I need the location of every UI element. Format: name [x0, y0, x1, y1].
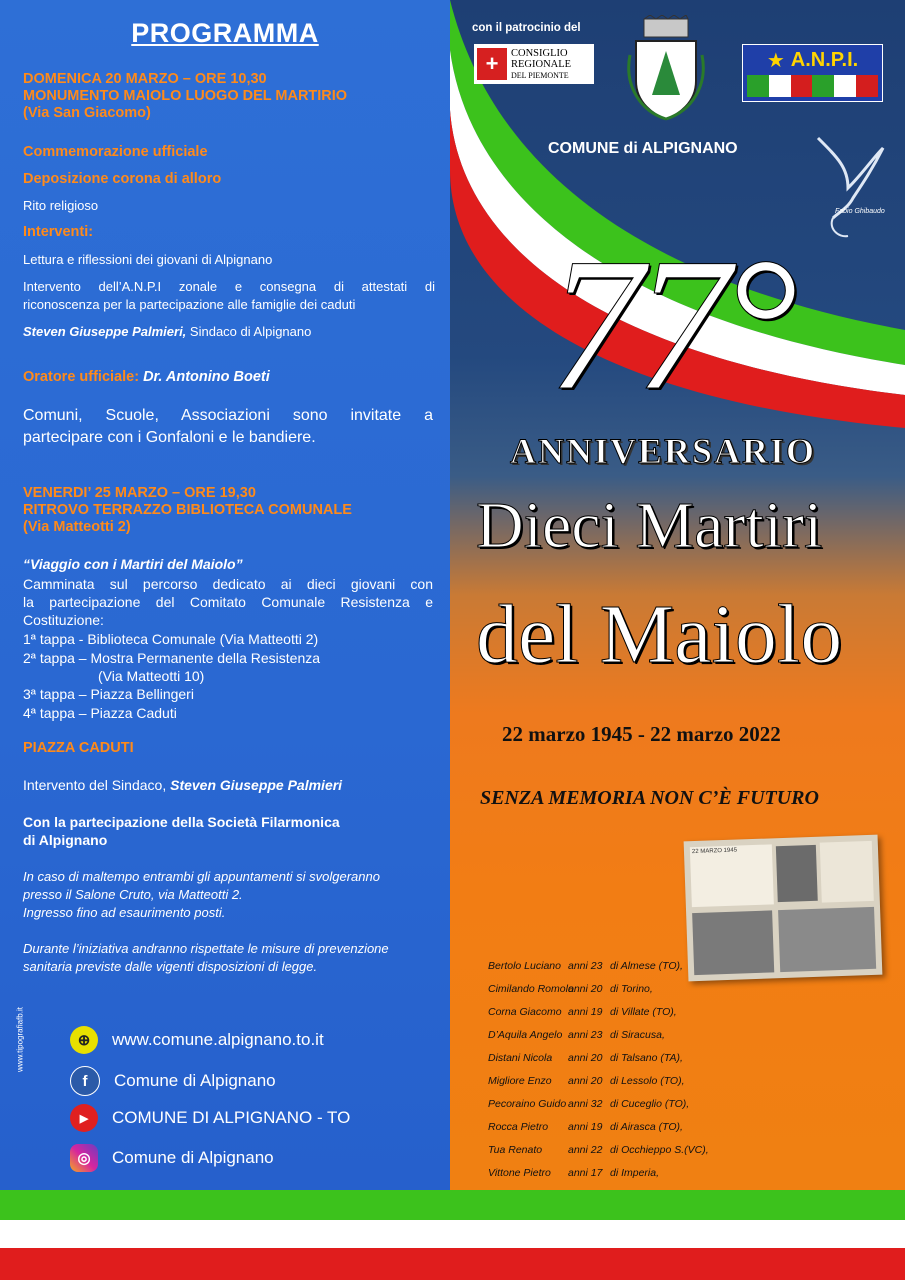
coat-of-arms-icon — [622, 15, 710, 123]
program-title: PROGRAMMA — [131, 18, 319, 48]
poster-dates: 22 marzo 1945 - 22 marzo 2022 — [502, 722, 781, 746]
list-item: Cimilando Romolo anni 20 di Torino, — [488, 983, 653, 995]
maltempo-text-1: In caso di maltempo entrambi gli appuntamenti si svolgeranno — [23, 869, 380, 884]
flag-stripe-red — [0, 1248, 905, 1280]
consiglio-line-1: CONSIGLIO — [511, 47, 568, 59]
facebook-label: Comune di Alpignano — [114, 1071, 276, 1090]
invito-text-2: partecipare con i Gonfaloni e le bandiere. — [23, 429, 316, 446]
list-item: Distani Nicola anni 20 di Talsano (TA), — [488, 1052, 683, 1064]
list-item: Rocca Pietro anni 19 di Airasca (TO), — [488, 1121, 683, 1133]
tappa-2: 2ª tappa – Mostra Permanente della Resistenza — [23, 650, 321, 666]
consiglio-line-3: DEL PIEMONTE — [511, 70, 569, 80]
list-item: Corna Giacomo anni 19 di Villate (TO), — [488, 1006, 677, 1018]
program-panel — [0, 0, 450, 1190]
consiglio-line-2: REGIONALE — [511, 58, 572, 70]
globe-icon: ⊕ — [70, 1026, 98, 1054]
flag-stripe-green — [0, 1190, 905, 1220]
misure-text-2: sanitaria previste dalle vigenti disposizioni di legge. — [23, 959, 318, 974]
star-icon: ★ — [766, 49, 785, 72]
list-item: Tua Renato anni 22 di Occhieppo S.(VC), — [488, 1144, 709, 1156]
list-item: Bertolo Luciano anni 23 di Almese (TO), — [488, 960, 683, 972]
rito-text: Rito religioso — [23, 198, 99, 213]
instagram-label: Comune di Alpignano — [112, 1148, 274, 1167]
filarmonica-text-2: di Alpignano — [23, 832, 108, 848]
memorial-label: 22 MARZO 1945 — [690, 844, 774, 907]
piazza-heading: PIAZZA CADUTI — [23, 740, 134, 756]
maltempo-text-2: presso il Salone Cruto, via Matteotti 2. — [23, 887, 243, 902]
list-item: Migliore Enzo anni 20 di Lessolo (TO), — [488, 1075, 685, 1087]
youtube-label: COMUNE DI ALPIGNANO - TO — [112, 1108, 351, 1127]
viaggio-text-3: Costituzione: — [23, 612, 104, 628]
filarmonica-text-1: Con la partecipazione della Società Filarmonica — [23, 814, 340, 830]
artist-signature: Fabio Ghibaudo — [835, 208, 885, 215]
website-link[interactable] — [70, 1026, 324, 1054]
flag-stripe-white — [0, 1220, 905, 1248]
viaggio-title: “Viaggio con i Martiri del Maiolo” — [23, 556, 243, 572]
sindaco-role: Sindaco di Alpignano — [189, 324, 312, 339]
event2-street: (Via Matteotti 2) — [23, 519, 131, 535]
youtube-link[interactable] — [70, 1104, 350, 1132]
event1-date: DOMENICA 20 MARZO – ORE 10,30 — [23, 71, 267, 87]
intervento-sindaco-name: Steven Giuseppe Palmieri — [170, 777, 343, 793]
intervento-sindaco-line — [23, 776, 342, 794]
event2-place: RITROVO TERRAZZO BIBLIOTECA COMUNALE — [23, 502, 352, 518]
intervento-sindaco-label: Intervento del Sindaco, — [23, 777, 167, 793]
commemorazione-label: Commemorazione ufficiale — [23, 144, 208, 160]
instagram-icon: ◎ — [70, 1144, 98, 1172]
tappa-3: 3ª tappa – Piazza Bellingeri — [23, 686, 194, 702]
deposizione-label: Deposizione corona di alloro — [23, 171, 222, 187]
tipografia-credit: www.tipografiafb.it — [15, 1007, 25, 1072]
oratore-name: Dr. Antonino Boeti — [143, 369, 270, 385]
website-label: www.comune.alpignano.to.it — [112, 1030, 324, 1049]
viaggio-text-2: la partecipazione del Comitato Comunale Resistenza e — [23, 594, 433, 610]
facebook-icon: f — [70, 1066, 100, 1096]
poster-motto: SENZA MEMORIA NON C’È FUTURO — [480, 787, 819, 809]
facebook-link[interactable] — [70, 1066, 276, 1096]
poster-title-line-2: del Maiolo — [476, 588, 843, 681]
martyrs-list — [488, 955, 748, 1185]
sindaco-name: Steven Giuseppe Palmieri, — [23, 324, 187, 339]
tappa-1: 1ª tappa - Biblioteca Comunale (Via Matteotti 2) — [23, 631, 319, 647]
list-item: Vittone Pietro anni 17 di Imperia, — [488, 1167, 660, 1179]
anniversary-number: 77° — [548, 220, 790, 430]
oratore-line — [23, 368, 270, 386]
invito-text-1: Comuni, Scuole, Associazioni sono invitate a — [23, 407, 433, 424]
event1-street: (Via San Giacomo) — [23, 105, 151, 121]
misure-text-1: Durante l’iniziativa andranno rispettate le misure di prevenzione — [23, 941, 389, 956]
consiglio-logo — [474, 44, 594, 84]
anniversario-label: ANNIVERSARIO — [510, 431, 817, 471]
poster-title-line-1: Dieci Martiri — [476, 489, 823, 562]
anpi-logo — [742, 44, 883, 102]
anpi-label: A.N.P.I. — [790, 48, 859, 71]
patrocinio-text: con il patrocinio del — [472, 22, 581, 34]
list-item: Pecoraino Guido anni 32 di Cuceglio (TO), — [488, 1098, 690, 1110]
list-item: D’Aquila Angelo anni 23 di Siracusa, — [488, 1029, 665, 1041]
tappa-2-street: (Via Matteotti 10) — [98, 668, 205, 684]
viaggio-text-1: Camminata sul percorso dedicato ai dieci giovani con — [23, 576, 433, 592]
intervento-anpi-text-1: Intervento dell’A.N.P.I zonale e consegna di attestati di — [23, 279, 435, 294]
instagram-link[interactable] — [70, 1144, 274, 1172]
dove-icon — [808, 128, 888, 248]
youtube-icon: ▶ — [70, 1104, 98, 1132]
tappa-4: 4ª tappa – Piazza Caduti — [23, 705, 177, 721]
maltempo-text-3: Ingresso fino ad esaurimento posti. — [23, 905, 226, 920]
interventi-heading: Interventi: — [23, 224, 94, 240]
event1-place: MONUMENTO MAIOLO LUOGO DEL MARTIRIO — [23, 88, 348, 104]
lettura-text: Lettura e riflessioni dei giovani di Alpignano — [23, 252, 273, 267]
intervento-anpi-text-2: riconoscenza per la partecipazione alle famiglie dei caduti — [23, 297, 356, 312]
sindaco-line — [23, 323, 311, 341]
oratore-label: Oratore ufficiale: — [23, 369, 140, 385]
comune-title: COMUNE di ALPIGNANO — [548, 140, 738, 157]
cross-icon: + — [477, 48, 507, 80]
event2-date: VENERDI’ 25 MARZO – ORE 19,30 — [23, 485, 256, 501]
